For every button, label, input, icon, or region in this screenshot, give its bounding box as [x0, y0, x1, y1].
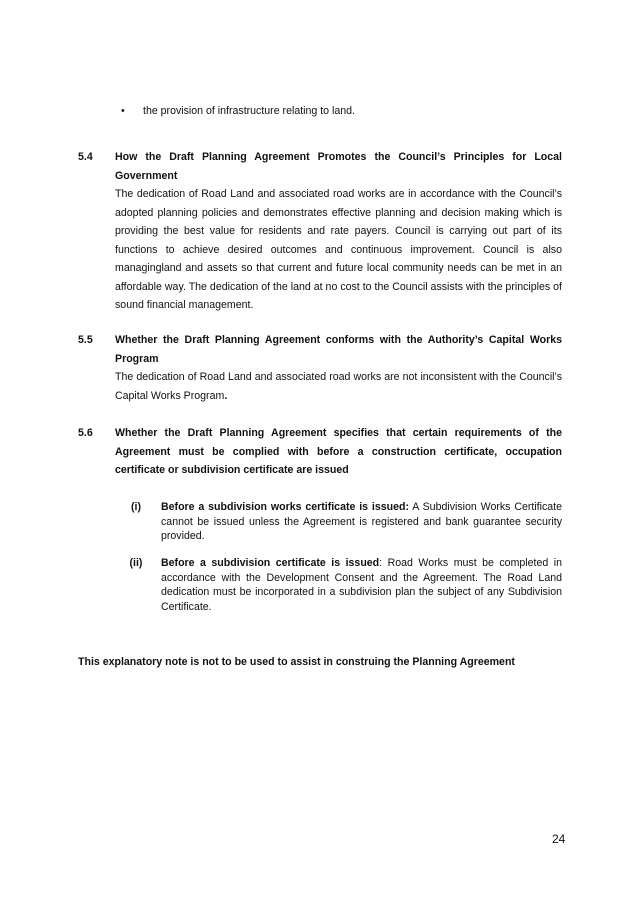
- section-body: The dedication of Road Land and associated road works are in accordance with the Council’s adopted planning policies and demonstrates effective planning and decision making which is providing the best value for residents and rate payers. Council is carrying out part of its functions to achieve desired outcomes and continuous improvement. Council is also managingland and assets so that current and future local community needs can be met in an affordable way. The dedication of the land at no cost to the Council assists with the principles of sound financial management.: [115, 188, 562, 311]
- sub-item-label: (ii): [129, 557, 143, 569]
- sub-item-text: Road Works must be completed in accordance with the Development Consent and the Agreement. The Road Land dedication must be incorporated in a subdivision plan the subject of any Subdivision Certificate.: [161, 557, 562, 613]
- sub-item-text: A Subdivision Works Certificate cannot be issued unless the Agreement is registered and bank guarantee security provided.: [161, 501, 563, 543]
- footer-note: This explanatory note is not to be used to assist in construing the Planning Agreement: [78, 656, 515, 668]
- page-number: 24: [552, 832, 566, 846]
- section-heading: How the Draft Planning Agreement Promotes the Council’s Principles for Local Government: [115, 151, 562, 182]
- sub-item-lead: Before a subdivision works certificate is issued:: [161, 501, 410, 513]
- section-body-end: .: [224, 389, 228, 402]
- bullet-icon: •: [121, 105, 125, 117]
- section-body-text: The dedication of Road Land and associated road works are not inconsistent with the Council’s Capital Works Program: [115, 371, 562, 402]
- section-heading: Whether the Draft Planning Agreement conforms with the Authority’s Capital Works Program: [115, 334, 562, 365]
- section-body: [115, 368, 562, 405]
- bullet-text: the provision of infrastructure relating to land.: [143, 105, 355, 117]
- section-number: 5.5: [78, 334, 93, 346]
- section-number: 5.6: [78, 427, 93, 439]
- sub-item-content: [161, 500, 562, 544]
- section-number: 5.4: [78, 151, 93, 163]
- section-heading: Whether the Draft Planning Agreement specifies that certain requirements of the Agreement must be complied with before a construction certificate, occupation certificate or subdivision certificate are issued: [115, 427, 562, 476]
- sub-item-lead: Before a subdivision certificate is issued: [161, 557, 380, 569]
- sub-item-colon: :: [379, 557, 383, 569]
- sub-item-label: (i): [131, 501, 141, 513]
- sub-item-content: [161, 556, 562, 614]
